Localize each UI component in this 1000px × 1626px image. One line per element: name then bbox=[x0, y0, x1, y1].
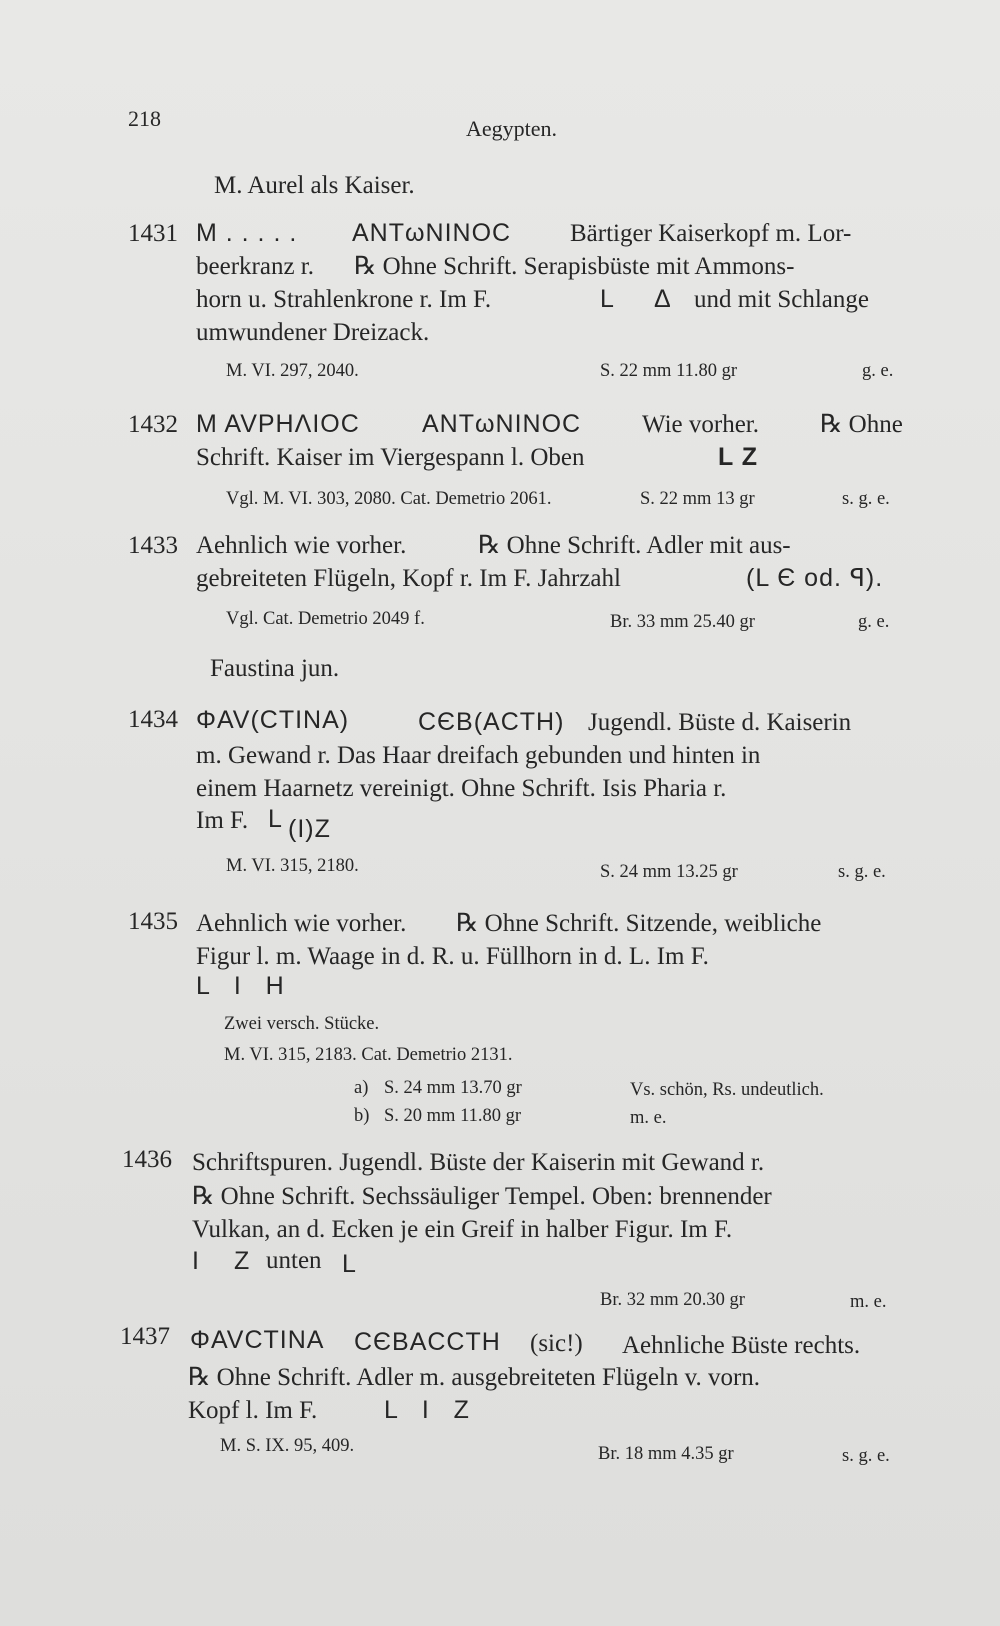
metal-size-weight: S. 24 mm 13.70 gr bbox=[384, 1078, 522, 1098]
entry-text: ℞ Ohne bbox=[820, 411, 903, 438]
entry-number: 1431 bbox=[128, 220, 178, 247]
metal-size-weight: Br. 33 mm 25.40 gr bbox=[610, 612, 755, 632]
entry-text: Schriftspuren. Jugendl. Büste der Kaiserin mit Gewand r. bbox=[192, 1149, 765, 1176]
metal-size-weight: S. 24 mm 13.25 gr bbox=[600, 862, 738, 882]
entry-text: (sic!) bbox=[530, 1330, 583, 1357]
entry-number: 1437 bbox=[120, 1323, 170, 1350]
field-mark: Δ bbox=[654, 285, 672, 313]
condition: g. e. bbox=[858, 612, 890, 632]
field-mark: L Z bbox=[718, 443, 759, 471]
variant-remark: m. e. bbox=[630, 1108, 667, 1128]
coin-legend: CЄBACCTH bbox=[354, 1328, 501, 1356]
note: Zwei versch. Stücke. bbox=[224, 1014, 380, 1034]
metal-size-weight: S. 22 mm 13 gr bbox=[640, 489, 755, 509]
variant-label: a) bbox=[354, 1078, 369, 1098]
condition: s. g. e. bbox=[838, 862, 886, 882]
reference: M. VI. 297, 2040. bbox=[226, 361, 359, 381]
entry-text: einem Haarnetz vereinigt. Ohne Schrift. Isis Pharia r. bbox=[196, 775, 727, 802]
entry-text: ℞ Ohne Schrift. Adler m. ausgebreiteten Flügeln v. vorn. bbox=[188, 1364, 761, 1391]
field-mark: (L Є od. ꟼ). bbox=[746, 564, 884, 592]
entry-number: 1435 bbox=[128, 908, 178, 935]
entry-text: Aehnlich wie vorher. bbox=[196, 532, 407, 559]
entry-text: gebreiteten Flügeln, Kopf r. Im F. Jahrzahl bbox=[196, 565, 621, 592]
condition: m. e. bbox=[850, 1292, 887, 1312]
entry-text: Aehnliche Büste rechts. bbox=[622, 1332, 861, 1359]
condition: s. g. e. bbox=[842, 489, 890, 509]
entry-text: m. Gewand r. Das Haar dreifach gebunden und hinten in bbox=[196, 742, 761, 769]
entry-text: umwundener Dreizack. bbox=[196, 319, 430, 346]
entry-text: ℞ Ohne Schrift. Serapisbüste mit Ammons- bbox=[354, 253, 795, 280]
variant-label: b) bbox=[354, 1106, 370, 1126]
metal-size-weight: Br. 32 mm 20.30 gr bbox=[600, 1290, 745, 1310]
entry-text: Wie vorher. bbox=[642, 411, 760, 438]
reference: M. VI. 315, 2180. bbox=[226, 856, 359, 876]
running-title: Aegypten. bbox=[466, 116, 558, 141]
coin-legend: M AVPHΛΙΟC bbox=[196, 410, 360, 438]
entry-text: unten bbox=[266, 1247, 322, 1274]
field-mark: L I Z bbox=[384, 1396, 470, 1424]
reference: M. S. IX. 95, 409. bbox=[220, 1436, 355, 1456]
entry-text: Aehnlich wie vorher. bbox=[196, 910, 407, 937]
field-mark: Z bbox=[234, 1247, 251, 1275]
entry-number: 1432 bbox=[128, 411, 178, 438]
reference: Vgl. M. VI. 303, 2080. Cat. Demetrio 2061. bbox=[226, 489, 552, 509]
entry-text: Vulkan, an d. Ecken je ein Greif in halber Figur. Im F. bbox=[192, 1216, 733, 1243]
page-number: 218 bbox=[128, 106, 161, 131]
entry-number: 1434 bbox=[128, 706, 178, 733]
coin-legend: ΦAV(CTINA) bbox=[196, 706, 350, 734]
condition: s. g. e. bbox=[842, 1446, 890, 1466]
reference: Vgl. Cat. Demetrio 2049 f. bbox=[226, 609, 425, 629]
field-mark: L I H bbox=[196, 972, 285, 1000]
entry-number: 1433 bbox=[128, 532, 178, 559]
entry-text: Schrift. Kaiser im Viergespann l. Oben bbox=[196, 444, 585, 471]
coin-legend: ANTωNINOC bbox=[352, 219, 512, 247]
metal-size-weight: Br. 18 mm 4.35 gr bbox=[598, 1444, 734, 1464]
entry-text: Kopf l. Im F. bbox=[188, 1397, 318, 1424]
entry-text: und mit Schlange bbox=[694, 286, 869, 313]
section-heading: Faustina jun. bbox=[210, 655, 340, 682]
metal-size-weight: S. 22 mm 11.80 gr bbox=[600, 361, 738, 381]
coin-legend: ΦAVCTINA bbox=[190, 1326, 325, 1354]
entry-text: Im F. bbox=[196, 807, 249, 834]
entry-text: ℞ Ohne Schrift. Sechssäuliger Tempel. Oben: brennender bbox=[192, 1183, 772, 1210]
field-mark: I bbox=[192, 1247, 200, 1275]
field-mark: L bbox=[600, 285, 615, 313]
variant-remark: Vs. schön, Rs. undeutlich. bbox=[630, 1080, 824, 1100]
metal-size-weight: S. 20 mm 11.80 gr bbox=[384, 1106, 522, 1126]
coin-legend: CЄB(ACTH) bbox=[418, 708, 565, 736]
entry-number: 1436 bbox=[122, 1146, 172, 1173]
entry-text: ℞ Ohne Schrift. Sitzende, weibliche bbox=[456, 910, 822, 937]
field-mark: (I)Z bbox=[288, 815, 331, 843]
entry-text: horn u. Strahlenkrone r. Im F. bbox=[196, 286, 492, 313]
field-mark: L bbox=[342, 1250, 357, 1278]
coin-legend: M . . . . . bbox=[196, 219, 298, 247]
field-mark: L bbox=[268, 805, 283, 833]
entry-text: ℞ Ohne Schrift. Adler mit aus- bbox=[478, 532, 791, 559]
entry-text: Bärtiger Kaiserkopf m. Lor- bbox=[570, 220, 852, 247]
entry-text: Jugendl. Büste d. Kaiserin bbox=[588, 709, 852, 736]
coin-legend: ANTωNINOC bbox=[422, 410, 582, 438]
entry-text: Figur l. m. Waage in d. R. u. Füllhorn in d. L. Im F. bbox=[196, 943, 709, 970]
condition: g. e. bbox=[862, 361, 894, 381]
reference: M. VI. 315, 2183. Cat. Demetrio 2131. bbox=[224, 1045, 513, 1065]
section-heading: M. Aurel als Kaiser. bbox=[214, 172, 415, 199]
entry-text: beerkranz r. bbox=[196, 253, 314, 280]
